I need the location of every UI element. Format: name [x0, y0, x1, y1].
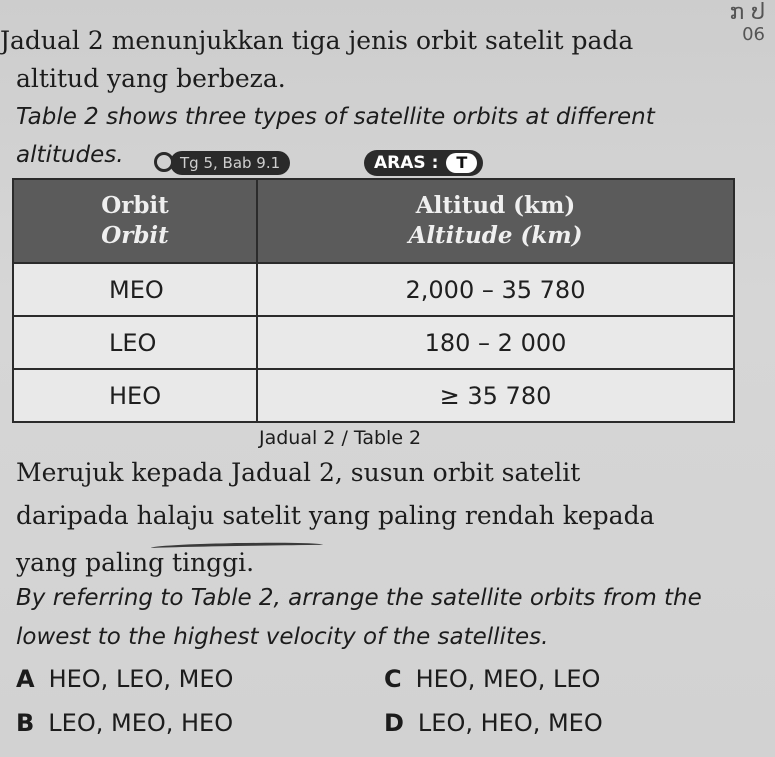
orbit-cell: MEO [13, 263, 257, 316]
question-malay-line-2: daripada halaju satelit yang paling rendah kepada [16, 501, 655, 530]
question-malay-line-1: Merujuk kepada Jadual 2, susun orbit satelit [16, 458, 581, 487]
question-english-line-1: By referring to Table 2, arrange the satellite orbits from the [16, 585, 702, 611]
table-header-row [13, 179, 734, 263]
topic-reference-label: Tg 5, Bab 9.1 [180, 154, 281, 172]
level-badge-value: T [446, 153, 477, 173]
question-malay-line-3: yang paling tinggi. [16, 548, 255, 577]
header-altitude-english: Altitude (km) [408, 222, 583, 249]
intro-english-line-2: altitudes. [16, 142, 124, 168]
option-d[interactable] [384, 709, 603, 737]
table-row [13, 263, 734, 316]
level-badge [364, 150, 483, 176]
altitude-cell: 180 – 2 000 [257, 316, 734, 369]
question-english-line-2: lowest to the highest velocity of the satellites. [16, 624, 549, 650]
intro-malay-line-2: altitud yang berbeza. [16, 64, 286, 93]
option-text: HEO, MEO, LEO [415, 665, 601, 693]
option-letter: A [16, 665, 35, 693]
intro-malay-line-1: Jadual 2 menunjukkan tiga jenis orbit satelit pada [0, 26, 634, 55]
option-letter: C [384, 665, 402, 693]
option-letter: B [16, 709, 35, 737]
table-row [13, 369, 734, 422]
option-text: HEO, LEO, MEO [48, 665, 234, 693]
table-row [13, 316, 734, 369]
corner-fragment-text: ກ ປ [729, 0, 765, 25]
magnifier-icon [154, 152, 174, 172]
option-a[interactable] [16, 665, 233, 693]
header-orbit [13, 179, 257, 263]
option-b[interactable] [16, 709, 233, 737]
orbit-cell: LEO [13, 316, 257, 369]
intro-english-line-1: Table 2 shows three types of satellite orbits at different [16, 104, 655, 130]
topic-reference-tag [170, 151, 290, 175]
corner-fragment-number: 06 [742, 24, 765, 45]
header-altitude-malay: Altitud (km) [415, 192, 576, 219]
header-orbit-english: Orbit [101, 222, 169, 249]
altitude-cell: ≥ 35 780 [257, 369, 734, 422]
option-c[interactable] [384, 665, 600, 693]
table-caption: Jadual 2 / Table 2 [259, 427, 422, 449]
orbit-altitude-table [12, 178, 735, 423]
option-letter: D [384, 709, 404, 737]
option-text: LEO, MEO, HEO [48, 709, 234, 737]
orbit-cell: HEO [13, 369, 257, 422]
level-badge-label: ARAS : [374, 153, 439, 173]
altitude-cell: 2,000 – 35 780 [257, 263, 734, 316]
header-orbit-malay: Orbit [101, 192, 169, 219]
header-altitude [257, 179, 734, 263]
option-text: LEO, HEO, MEO [417, 709, 603, 737]
